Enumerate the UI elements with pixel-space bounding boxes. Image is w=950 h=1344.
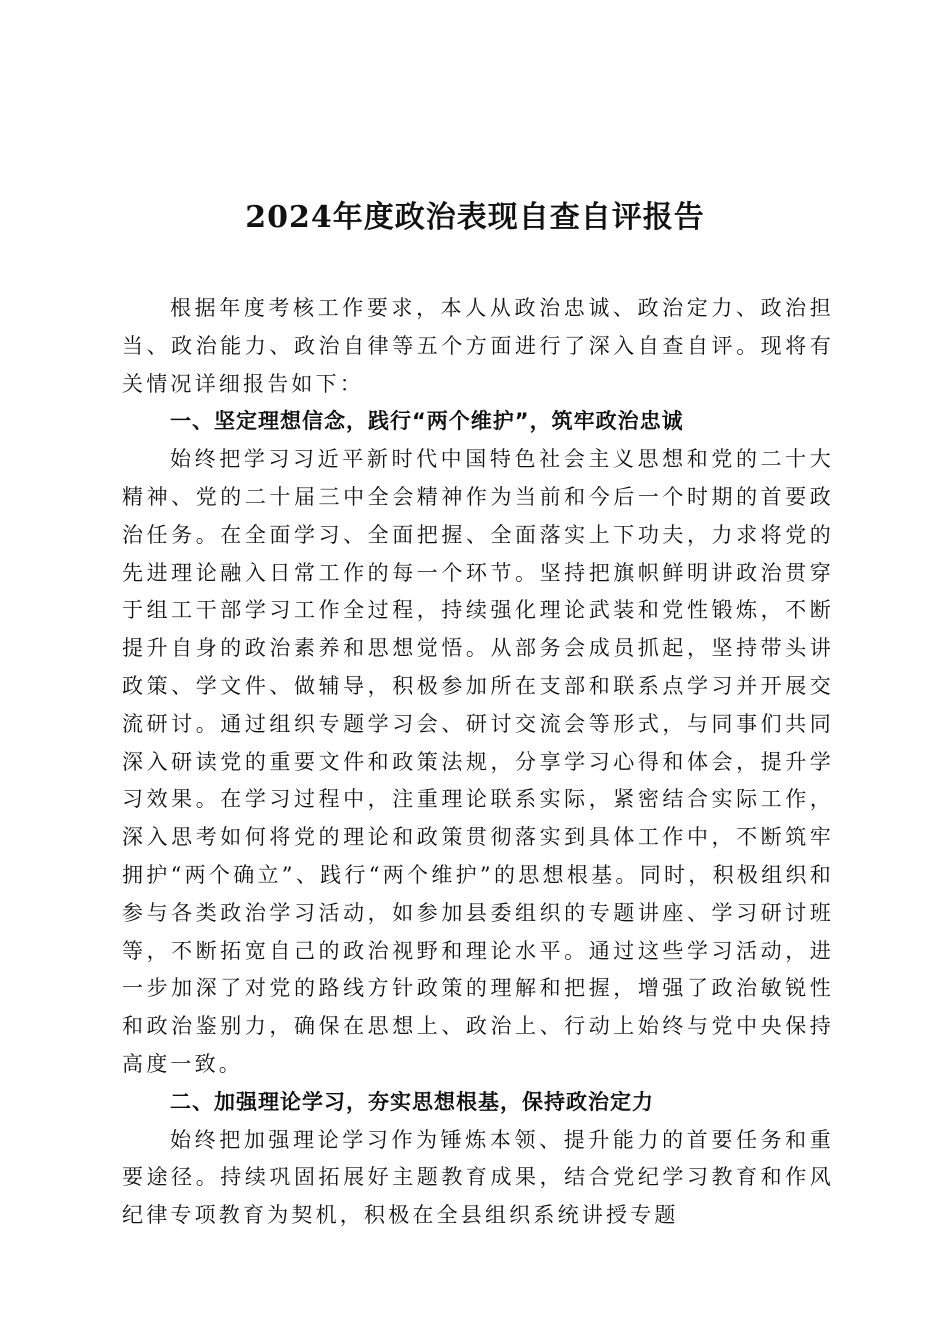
section-1-heading: 一、坚定理想信念，践行“两个维护”，筑牢政治忠诚 <box>170 409 684 434</box>
document-title: 2024年度政治表现自查自评报告 <box>245 200 705 235</box>
document-body <box>122 290 834 1235</box>
section-1-paragraph: 始终把学习习近平新时代中国特色社会主义思想和党的二十大精神、党的二十届三中全会精神作为当前和今后一个时期的首要政治任务。在全面学习、全面把握、全面落实上下功夫，力求将党的先进理论融入日常工作的每一个环节。坚持把旗帜鲜明讲政治贯穿于组工干部学习工作全过程，持续强化理论武装和党性锻炼，不断提升自身的政治素养和思想觉悟。从部务会成员抓起，坚持带头讲政策、学文件、做辅导，积极参加所在支部和联系点学习并开展交流研讨。通过组织专题学习会、研讨交流会等形式，与同事们共同深入研读党的重要文件和政策法规，分享学习心得和体会，提升学习效果。在学习过程中，注重理论联系实际，紧密结合实际工作，深入思考如何将党的理论和政策贯彻落实到具体工作中，不断筑牢拥护“两个确立”、践行“两个维护”的思想根基。同时，积极组织和参与各类政治学习活动，如参加县委组织的专题讲座、学习研讨班等，不断拓宽自己的政治视野和理论水平。通过这些学习活动，进一步加深了对党的路线方针政策的理解和把握，增强了政治敏锐性和政治鉴别力，确保在思想上、政治上、行动上始终与党中央保持高度一致。 <box>122 447 834 1076</box>
section-2-heading: 二、加强理论学习，夯实思想根基，保持政治定力 <box>170 1089 654 1114</box>
intro-paragraph: 根据年度考核工作要求，本人从政治忠诚、政治定力、政治担当、政治能力、政治自律等五个方面进行了深入自查自评。现将有关情况详细报告如下： <box>122 296 834 396</box>
section-2-paragraph: 始终把加强理论学习作为锤炼本领、提升能力的首要任务和重要途径。持续巩固拓展好主题教育成果，结合党纪学习教育和作风纪律专项教育为契机，积极在全县组织系统讲授专题 <box>122 1127 834 1228</box>
